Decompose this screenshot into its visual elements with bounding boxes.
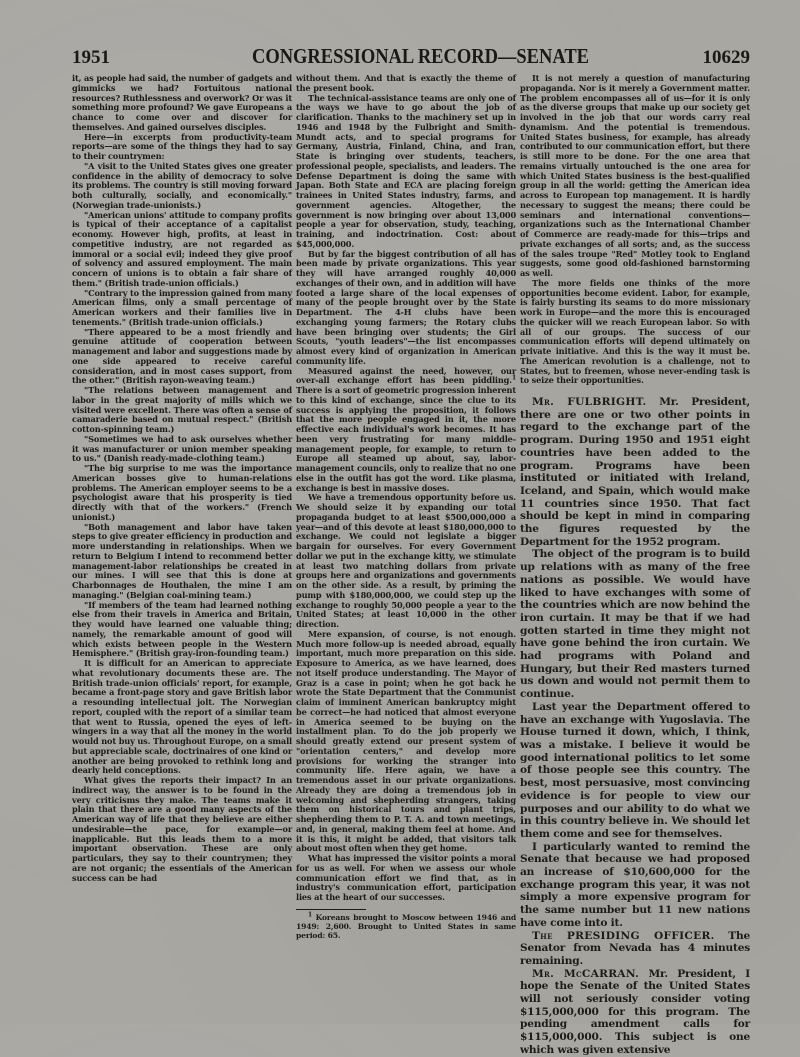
- column-left: [72, 74, 292, 1057]
- quote-paragraph: "Sometimes we had to ask ourselves whether it was manufacturer or union member speaking to us." (Danish ready-made-clothing team.): [72, 433, 292, 464]
- paragraph: What has impressed the visitor points a moral for us as well. For when we assess our whole communication effort we find that, as in industry's communication effort, participation lies at the heart of our successes.: [296, 853, 516, 902]
- quote-paragraph: "The big surprise to me was the importance American bosses give to human-relations problems. The American employer seems to be a psychologist aware that his prosperity is tied directly with that of the workers." (French unionist.): [72, 463, 292, 522]
- footnote-divider: [296, 909, 366, 910]
- page-number: 10629: [702, 47, 750, 68]
- speech-paragraph: [520, 396, 750, 548]
- quote-paragraph: "There appeared to be a most friendly and genuine attitude of cooperation between management and labor and suggestions made by one side appeared to receive careful consideration, and in most cases support, from the other." (British rayon-weaving team.): [72, 326, 292, 386]
- section-gap: [520, 386, 750, 396]
- newspaper-page: [72, 44, 750, 1057]
- speech-paragraph: [520, 968, 750, 1057]
- paragraph: it, as people had said, the number of gadgets and gimmicks we had? Fortuitous national resources? Ruthlessness and overwork? Or was it something more profound? We gave Europeans a chance to come over and discover for themselves. And gained ourselves disciples.: [72, 73, 292, 132]
- paragraph: The more fields one thinks of the more opportunities become evident. Labor, for example, is fairly bursting its seams to do more missionary work in Europe—and the more this is encouraged the quicker will we reach European labor. So with all of our groups. The success of our communication efforts will depend ultimately on private initiative. And this is the way it must be. The American revolution is a challenge, not to States, but to freemen, whose never-ending task is to seize their opportunities.: [520, 277, 750, 386]
- quote-paragraph: "A visit to the United States gives one greater confidence in the ability of democracy to solve its problems. The country is still moving forward both culturally, socially, and economically." (Norwegian trade-unionists.): [72, 160, 292, 210]
- paragraph: The technical-assistance teams are only one of the ways we have to go about the job of clarification. Thanks to the machinery set up in 1946 and 1948 by the Fulbright and Smith-Mundt acts, and to special programs for Germany, Austria, Finland, China, and Iran, State is bringing over students, teachers, professional people, specialists, and leaders. The Defense Department is doing the same with Japan. Both State and ECA are placing foreign trainees in United States industry, farms, and government agencies. Altogether, the government is now bringing over about 13,000 people a year for observation, study, teaching, training, and indoctrination. Cost: about $45,000,000.: [296, 92, 517, 249]
- paragraph: It is difficult for an American to appreciate what revolutionary documents these are. The British trade-union officials' report, for example, became a front-page story and gave British labor a resounding intellectual jolt. The Norwegian report, coupled with the report of a similar team that went to Russia, opened the eyes of left-wingers in a way that all the money in the world would not buy us. Throughout Europe, on a small but appreciable scale, doctrinaires of one kind or another are being provoked to rethink long and dearly held conceptions.: [72, 658, 293, 776]
- publication-title: CONGRESSIONAL RECORD—SENATE: [251, 44, 589, 68]
- paragraph-text: Measured against the need, however, our over-all exchange effort has been piddling.: [296, 365, 516, 386]
- speaker-name: Mr. McCARRAN.: [532, 967, 640, 980]
- paragraph: [296, 367, 516, 494]
- speech-paragraph: [520, 930, 750, 968]
- paragraph: Mere expansion, of course, is not enough. Much more follow-up is needed abroad, equally important, much more preparation on this side. Exposure to America, as we have learned, does not itself produce understanding. The Mayor of Graz is a case in point; when he got back he wrote the State Department that the Communist claim of imminent American bankruptcy might be correct—he had noticed that almost everyone in America seemed to be buying on the installment plan. To do the job properly we should greatly extend our present system of "orientation centers," and develop more provisions for working the stranger into community life. Here again, we have a tremendous asset in our private organizations. Already they are doing a tremendous job in welcoming and shepherding strangers, taking them on historical tours and plant trips, shepherding them to P. T. A. and town meetings, and, in general, making them feel at home. And it is this, it might be added, that visitors talk about most often when they get home.: [296, 628, 516, 854]
- speaker-name: Mr. FULBRIGHT.: [532, 396, 647, 408]
- speech-paragraph: I particularly wanted to remind the Senate that because we had proposed an increase of $10,600,000 for the exchange program this year, it was not simply a more expensive program for the same number but 11 new nations have come into it.: [520, 840, 750, 929]
- footnote-marker: 1: [308, 911, 313, 919]
- quote-paragraph: "American unions' attitude to company profits is typical of their acceptance of a capitalist economy. However high, profits, at least in competitive industry, are not regarded as immoral or a social evil; indeed they give proof of solvency and assured employment. The main concern of unions is to obtain a fair share of them." (British trade-union officials.): [72, 209, 292, 288]
- footnote-reference: 1: [511, 374, 516, 382]
- header-year: 1951: [72, 47, 110, 68]
- paragraph: But by far the biggest contribution of all has been made by private organizations. This year they will have arranged roughly 40,000 exchanges of their own, and in addition will have footed a large share of the local expenses of many of the people brought over by the State Department. The 4-H clubs have been exchanging young farmers; the Rotary clubs have been bringing over students; the Girl Scouts, "youth leaders"—the list encompasses almost every kind of organization in American community life.: [296, 248, 516, 366]
- quote-paragraph: "Both management and labor have taken steps to give greater efficiency in production and more understanding in relationships. When we return to Belgium I intend to recommend better management-labor relationships be created in our mines. I will see that this is done at Charbonnages de Houthalen, the mine I am managing." (Belgian coal-mining team.): [72, 521, 292, 600]
- speech-paragraph: Last year the Department offered to have an exchange with Yugoslavia. The House turned it down, which, I think, was a mistake. I believe it would be good international politics to let some of those people see this country. The best, most persuasive, most convincing evidence is for people to view our purposes and our ability to do what we in this country believe in. We should let them come and see for themselves.: [520, 700, 750, 840]
- paragraph: What gives the reports their impact? In an indirect way, the answer is to be found in the very criticisms they make. The teams make it plain that there are a good many aspects of the American way of life that they believe are either undesirable—the pace, for example—or inapplicable. But this leads them to a more important observation. These are only particulars, they say to their countrymen; they are not organic; the essentials of the American success can be had: [72, 775, 292, 883]
- speaker-name: The PRESIDING OFFICER.: [532, 929, 715, 942]
- paragraph: We have a tremendous opportunity before us. We should seize it by expanding our total propaganda budget to at least $500,000,000 a year—and of this devote at least $180,000,000 to exchange. We could not legislate a bigger bargain for ourselves. For every Government dollar we put in the exchange kitty, we stimulate at least two matching dollars from private groups here and organizations and governments on the other side. As a result, by priming the pump with $180,000,000, we could step up the exchange to roughly 50,000 people a year to the United States; at least 10,000 in the other direction.: [296, 492, 516, 629]
- paragraph: It is not merely a question of manufacturing propaganda. Nor is it merely a Government matter. The problem encompasses all of us—for it is only as the diverse groups that make up our society get involved in the job that our words carry real dynamism. And the potential is tremendous. United States business, for example, has already contributed to our communication effort, but there is still more to be done. For the one area that remains virtually untouched is the one area for which United States business is the best-qualified group in all the world: getting the American idea across to European top management. It is hardly necessary to suggest the means; there could be seminars and international conventions—organizations such as the International Chamber of Commerce are ready-made for this—trips and private exchanges of all sorts; and, as the success of the sales troupe "Red" Motley took to England suggests, some good old-fashioned barnstorming as well.: [520, 73, 750, 278]
- speech-paragraph: The object of the program is to build up relations with as many of the free nations as possible. We would have liked to have exchanges with some of the countries which are now behind the iron curtain. It may be that if we had gotten started in time they might not have gone behind the iron curtain. We had programs with Poland and Hungary, but their Red masters turned us down and would not permit them to continue.: [520, 548, 750, 701]
- column-middle: [296, 74, 516, 1057]
- footnote-text: Koreans brought to Moscow between 1946 and 1949: 2,600. Brought to United States in same period: 65.: [296, 912, 516, 940]
- paragraph: without them. And that is exactly the theme of the present book.: [296, 73, 516, 93]
- page-header: [72, 44, 750, 72]
- speech-text: Mr. President, I hope the Senate of the United States will not seriously consider voting $115,000,000 for this program. The pending amendment calls for $115,000,000. This subject is one which was given extensive: [520, 967, 750, 1056]
- speech-text: The Senator from Nevada has 4 minutes remaining.: [520, 929, 750, 967]
- speech-text: Mr. President, there are one or two other points in regard to the exchange part of the program. During 1950 and 1951 eight countries have been added to the program. Programs have been instituted or initiated with Ireland, Iceland, and Spain, which would make 11 countries since 1950. That fact should be kept in mind in comparing the figures requested by the Department for the 1952 program.: [520, 396, 750, 548]
- quote-paragraph: "The relations between management and labor in the great majority of mills which we visited were excellent. There was often a sense of camaraderie based on mutual respect." (British cotton-spinning team.): [72, 385, 292, 434]
- quote-paragraph: "Contrary to the impression gained from many American films, only a small percentage of American workers and their families live in tenements." (British trade-union officials.): [72, 287, 292, 327]
- paragraph: Here—in excerpts from productivity-team reports—are some of the things they had to say to their countrymen:: [72, 131, 292, 161]
- quote-paragraph: "If members of the team had learned nothing else from their travels in America and Britain, they would have learned one valuable thing; namely, the remarkable amount of good will which exists between people in the Western Hemisphere." (British gray-iron-founding team.): [72, 599, 292, 659]
- column-right: [520, 74, 750, 1057]
- footnote: [296, 913, 516, 940]
- paragraph-text: There is a sort of geometric progression inherent to this kind of exchange, since the clue to its success is applying the proposition, it follows that the more people engaged in it, the more effective each individual's work becomes. It has been very frustrating for many middle-management people, for example, to return to Europe all steamed up about, say, labor-management councils, only to realize that no one else in the outfit has got the word. Like plasma, exchange is best in massive doses.: [296, 385, 516, 493]
- text-columns: [72, 74, 750, 1057]
